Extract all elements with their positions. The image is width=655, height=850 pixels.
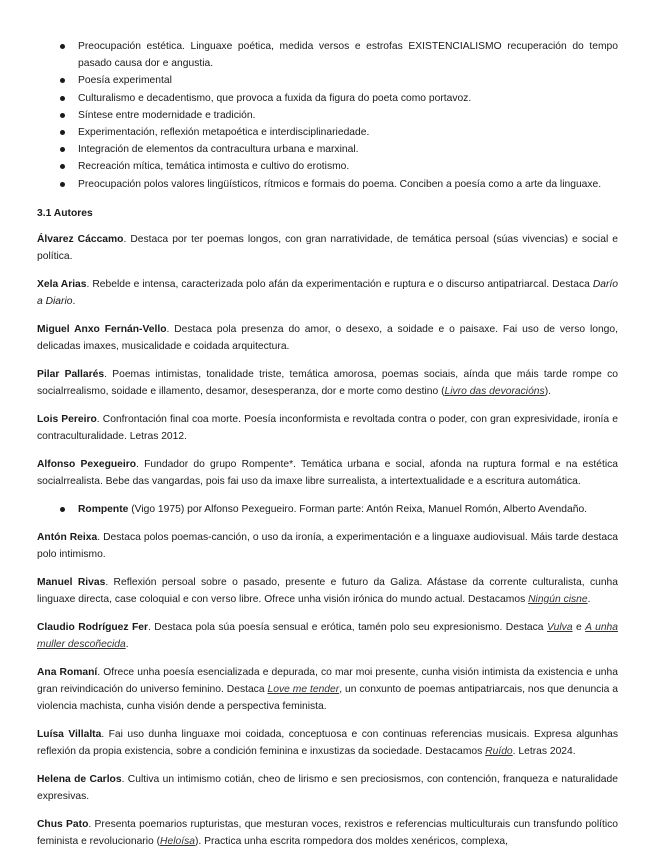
group-name: Rompente (78, 503, 129, 515)
author-name: Manuel Rivas (37, 576, 106, 588)
author-name: Ana Romaní (37, 666, 98, 678)
work-link[interactable]: Heloísa (160, 836, 195, 848)
author-entry-claudio: Claudio Rodríguez Fer. Destaca pola súa poesía sensual e erótica, tamén polo seu expresionismo. Destaca Vulva e A unha muller descoñecida. (37, 621, 618, 650)
author-entry-miguel: Miguel Anxo Fernán-Vello. Destaca pola presenza do amor, o desexo, a soidade e o paisaxe. Fai uso de verso longo, delicadas imaxes, musicalidade e coidada arquitectura. (37, 323, 618, 353)
work-link[interactable]: Love me tender (267, 683, 340, 695)
work-link[interactable]: A unha muller descoñecida (37, 621, 618, 650)
author-entry-alfonso: Alfonso Pexegueiro. Fundador do grupo Rompente*. Temática urbana e social, afonda na ruptura formal e na estética socialrrealista. Bebe das vangardas, pois fai uso da imaxe libre surrealista, a intertextualidade e a escritura automática. (37, 458, 618, 488)
list-item-rompente: Rompente (Vigo 1975) por Alfonso Pexegueiro. Forman parte: Antón Reixa, Manuel Romón, Alberto Avendaño. (37, 501, 618, 518)
author-name: Álvarez Cáccamo (37, 233, 124, 245)
bullet-icon (60, 164, 65, 169)
author-entry-pilar: Pilar Pallarés. Poemas intimistas, tonalidade triste, temática amorosa, poemas sociais, aínda que máis tarde rompe co socialrrealismo, soidade e illamento, desamor, desesperanza, dor e morte como destino (Livro das devoracións). (37, 368, 619, 398)
bullet-icon (60, 78, 65, 83)
list-item: Experimentación, reflexión metapoética e interdisciplinariedade. (37, 124, 618, 141)
author-entry-chus: Chus Pato. Presenta poemarios rupturistas, que mesturan voces, rexistros e referencias multiculturais cun transfundo político feminista e revolucionario (Heloísa). Practica unha escrita rompedora dos moldes xenéricos, complexa, (37, 818, 618, 848)
list-item: Recreación mítica, temática intimosta e cultivo do erotismo. (37, 158, 618, 175)
list-item: Poesía experimental (37, 72, 618, 89)
work-title: Darío a Diario (37, 278, 618, 308)
bullet-icon (60, 130, 65, 135)
bullet-icon (60, 44, 65, 49)
bullet-icon (60, 147, 65, 152)
work-link[interactable]: Vulva (546, 621, 573, 633)
bullet-icon (60, 182, 65, 187)
author-entry-lois: Lois Pereiro. Confrontación final coa morte. Poesía inconformista e revoltada contra o poder, con gran expresividade, ironía e contraculturalidade. Letras 2012. (37, 413, 619, 443)
list-item: Integración de elementos da contracultura urbana e marxinal. (37, 141, 618, 158)
author-name: Lois Pereiro (37, 413, 97, 425)
author-name: Luísa Villalta (37, 728, 102, 740)
author-name: Alfonso Pexegueiro (37, 458, 137, 470)
author-name: Pilar Pallarés (37, 368, 105, 380)
author-name: Miguel Anxo Fernán-Vello (37, 323, 167, 335)
work-link[interactable]: Ruído (485, 746, 513, 758)
author-name: Xela Arias (37, 278, 87, 290)
list-item: Culturalismo e decadentismo, que provoca a fuxida da figura do poeta como portavoz. (37, 90, 618, 107)
section-title: 3.1 Autores (37, 207, 93, 219)
work-link[interactable]: Livro das devoracións (444, 386, 545, 398)
bullet-icon (60, 507, 65, 512)
author-name: Antón Reixa (37, 531, 98, 543)
author-entry-helena: Helena de Carlos. Cultiva un intimismo cotián, cheo de lirismo e sen preciosismos, con contención, franqueza e naturalidade expresivas. (37, 773, 618, 803)
author-entry-manuel: Manuel Rivas. Reflexión persoal sobre o pasado, presente e futuro da Galiza. Afástase da corrente culturalista, cunha linguaxe directa, case coloquial e con verso libre. Ofrece unha visión irónica do mundo actual. Destacamos Ningún cisne. (37, 576, 619, 605)
author-entry-ana: Ana Romaní. Ofrece unha poesía esencializada e depurada, co mar moi presente, cunha visión intimista da existencia e unha gran reivindicación do universo feminino. Destaca Love me tender, un conxunto de poemas antipatriarcais, nos que denuncia a violencia machista, cunha visión dende a perspectiva feminista. (37, 666, 618, 713)
bullet-icon (60, 96, 65, 101)
characteristics-list (37, 38, 618, 193)
work-link[interactable]: Ningún cisne (528, 593, 588, 605)
bullet-icon (60, 113, 65, 118)
author-entry-xela: Xela Arias. Rebelde e intensa, caracterizada polo afán da experimentación e ruptura e o discurso antipatriarcal. Destaca Darío a Diario. (37, 278, 618, 308)
list-item: Preocupación polos valores lingüísticos, rítmicos e formais do poema. Conciben a poesía como a arte da linguaxe. (37, 176, 618, 193)
author-name: Claudio Rodríguez Fer (37, 621, 148, 633)
author-entry-luisa: Luísa Villalta. Fai uso dunha linguaxe moi coidada, conceptuosa e con continuas referencias musicais. Expresa algunhas reflexión da propia existencia, sobre a condición feminina e inxustizas da sociedade. Destacamos Ruído. Letras 2024. (37, 728, 618, 758)
author-entry-alvarez: Álvarez Cáccamo. Destaca por ter poemas longos, con gran narratividade, de temática persoal (súas vivencias) e social e política. (37, 233, 618, 263)
list-item: Preocupación estética. Linguaxe poética, medida versos e estrofas EXISTENCIALISMO recuperación do tempo pasado causa dor e angustia. (37, 38, 618, 72)
author-name: Chus Pato (37, 818, 89, 830)
list-item: Síntese entre modernidade e tradición. (37, 107, 618, 124)
author-name: Helena de Carlos (37, 773, 122, 785)
author-entry-anton: Antón Reixa. Destaca polos poemas-canción, o uso da ironía, a experimentación e a linguaxe audiovisual. Máis tarde destaca polo intimismo. (37, 531, 618, 560)
